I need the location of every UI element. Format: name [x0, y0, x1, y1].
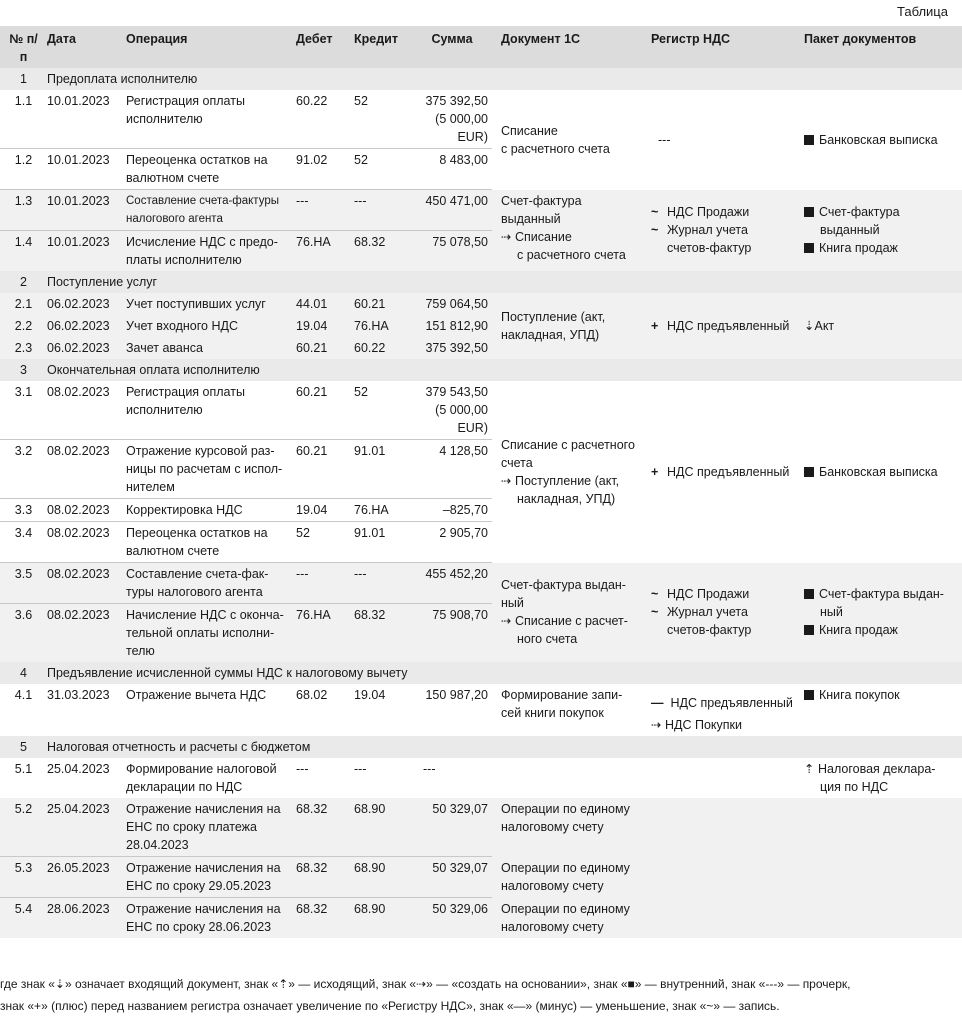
- pack-line: [804, 203, 959, 221]
- row-sum: 150 987,20: [425, 688, 488, 702]
- internal-square-icon: [804, 467, 814, 477]
- row-sum: 455 452,20: [413, 563, 492, 604]
- table-row: [0, 758, 962, 798]
- row-debit: 19.04: [293, 499, 351, 522]
- reg-text: НДС предъявленный: [667, 464, 790, 479]
- row-operation: [123, 563, 293, 604]
- reg-text: НДС предъявленный: [667, 319, 790, 333]
- table-row: [0, 857, 962, 898]
- row-sum: 50 329,06: [413, 898, 492, 939]
- pack-text: Счет-фактура: [819, 205, 900, 220]
- row-document: [492, 758, 648, 798]
- header-doc-package: Пакет документов: [801, 26, 962, 68]
- row-credit: 68.32: [351, 604, 413, 663]
- doc-line: налоговому счету: [501, 820, 604, 834]
- minus-icon: —: [651, 696, 664, 710]
- op-line: исполнителю: [126, 403, 203, 417]
- section-title: Окончательная оплата исполнителю: [44, 359, 962, 381]
- row-debit: 44.01: [293, 293, 351, 315]
- sum-line: EUR): [457, 130, 488, 144]
- row-credit: ---: [351, 563, 413, 604]
- create-based-icon: ⇢: [501, 229, 512, 244]
- row-sum: ---: [423, 762, 436, 776]
- op-line: Отражение начисления на: [126, 861, 281, 875]
- section-num: 1: [0, 68, 44, 90]
- op-line: Исчисление НДС с предо-: [126, 235, 278, 249]
- create-based-icon: ⇢: [501, 614, 512, 629]
- row-num: 2.1: [0, 293, 44, 315]
- table-row: [0, 563, 962, 604]
- header-vat-register: Регистр НДС: [648, 26, 801, 68]
- row-credit: 68.90: [351, 857, 413, 898]
- record-icon: ~: [651, 223, 659, 238]
- row-date: 08.02.2023: [44, 440, 123, 499]
- row-package: [801, 563, 962, 663]
- row-package: [801, 857, 962, 898]
- op-line: Отражение начисления на: [126, 802, 281, 816]
- doc-line: сей книги покупок: [501, 706, 604, 720]
- row-num: 3.6: [0, 604, 44, 663]
- section-num: 4: [0, 662, 44, 684]
- legend: [0, 973, 962, 1017]
- sum-line: 375 392,50: [425, 94, 488, 108]
- row-register: [648, 563, 801, 663]
- op-line: ЕНС по сроку платежа: [126, 820, 257, 834]
- op-line: Регистрация оплаты: [126, 385, 245, 399]
- row-debit: 60.21: [293, 337, 351, 359]
- op-line: телю: [126, 644, 155, 658]
- section-title: Предоплата исполнителю: [44, 68, 962, 90]
- create-based-icon: ⇢: [651, 718, 662, 732]
- create-based-icon: ⇢: [501, 473, 512, 488]
- pack-text: Банковская выписка: [819, 464, 938, 479]
- row-operation: Учет поступивших услуг: [123, 293, 293, 315]
- pack-text: Книга продаж: [819, 241, 898, 256]
- row-date: 10.01.2023: [44, 231, 123, 272]
- row-sum: 50 329,07: [413, 798, 492, 857]
- doc-line: накладная, УПД): [517, 491, 616, 506]
- row-credit: 68.32: [351, 231, 413, 272]
- pack-text: Акт: [814, 319, 835, 333]
- reg-line: [651, 203, 798, 221]
- row-credit: 52: [351, 149, 413, 190]
- op-line: 28.04.2023: [126, 838, 189, 852]
- row-date: 06.02.2023: [44, 293, 123, 315]
- op-line: Регистрация оплаты: [126, 94, 245, 108]
- row-num: 1.2: [0, 149, 44, 190]
- row-num: 3.5: [0, 563, 44, 604]
- header-document: Документ 1С: [492, 26, 648, 68]
- header-credit: Кредит: [351, 26, 413, 68]
- row-credit: 68.90: [351, 898, 413, 939]
- reg-line: [651, 603, 798, 621]
- row-debit: 76.НА: [293, 604, 351, 663]
- row-num: 1.4: [0, 231, 44, 272]
- row-credit: 76.НА: [351, 315, 413, 337]
- doc-line: ный: [501, 596, 524, 611]
- row-num: 1.1: [14, 94, 33, 108]
- doc-line: Формирование запи-: [501, 688, 623, 702]
- section-num: 2: [0, 271, 44, 293]
- pack-text: Налоговая деклара-: [817, 762, 936, 776]
- row-credit: 91.01: [351, 440, 413, 499]
- sum-line: (5 000,00: [435, 403, 488, 417]
- doc-line: счета: [501, 455, 533, 470]
- op-line: Составление счета-фактуры: [126, 195, 279, 207]
- table-caption: Таблица: [897, 4, 948, 19]
- op-line: Отражение начисления на: [126, 902, 281, 916]
- reg-line: [651, 585, 798, 603]
- internal-square-icon: [804, 625, 814, 635]
- row-date: 08.02.2023: [44, 499, 123, 522]
- op-line: Отражение курсовой раз-: [126, 444, 275, 458]
- row-operation: [123, 522, 293, 563]
- table-row: [0, 381, 962, 440]
- op-line: налогового агента: [126, 213, 223, 225]
- internal-square-icon: [804, 135, 814, 145]
- row-num: 2.3: [0, 337, 44, 359]
- row-credit: 91.01: [351, 522, 413, 563]
- section-row: [0, 68, 962, 90]
- doc-line: [501, 228, 645, 246]
- op-line: декларации по НДС: [126, 780, 243, 794]
- row-operation: Корректировка НДС: [123, 499, 293, 522]
- reg-text: НДС Продажи: [667, 205, 750, 220]
- row-sum: 450 471,00: [413, 190, 492, 231]
- row-credit: ---: [351, 190, 413, 231]
- row-operation: [123, 604, 293, 663]
- row-package: [801, 758, 962, 798]
- row-num: 3.1: [14, 385, 33, 399]
- op-line: платы исполнителю: [126, 253, 242, 267]
- doc-text: Списание: [514, 229, 572, 244]
- doc-line: Операции по единому: [501, 802, 630, 816]
- doc-line: Операции по единому: [501, 901, 630, 916]
- row-date: 06.02.2023: [44, 337, 123, 359]
- incoming-icon: ⇣: [804, 319, 815, 333]
- reg-line: счетов-фактур: [667, 241, 752, 256]
- row-operation: Отражение вычета НДС: [126, 688, 267, 702]
- row-register: [648, 758, 801, 798]
- op-line: ЕНС по сроку 28.06.2023: [126, 920, 272, 934]
- row-num: 3.3: [0, 499, 44, 522]
- legend-line: где знак «⇣» означает входящий документ, знак «⇡» — исходящий, знак «⇢» — «создать на основании», знак «■» — внутренний, знак «---» — прочерк,: [0, 977, 851, 991]
- pack-line: [804, 239, 959, 257]
- row-debit: 60.21: [293, 440, 351, 499]
- reg-text: Журнал учета: [667, 223, 748, 238]
- row-date: 08.02.2023: [44, 522, 123, 563]
- row-debit: ---: [293, 563, 351, 604]
- op-line: нителем: [126, 480, 175, 494]
- reg-line: счетов-фактур: [667, 623, 752, 638]
- doc-line: ного счета: [517, 632, 578, 647]
- section-row: [0, 359, 962, 381]
- doc-line: с расчетного счета: [517, 247, 626, 262]
- pack-line: ция по НДС: [820, 780, 889, 794]
- pack-line: [804, 585, 959, 603]
- table-row: [0, 190, 962, 231]
- row-register: ---: [658, 132, 671, 147]
- pack-text: Книга покупок: [819, 688, 900, 702]
- pack-text: Счет-фактура выдан-: [819, 587, 944, 602]
- reg-line: [651, 716, 798, 734]
- op-line: Переоценка остатков на: [126, 153, 268, 167]
- row-num: 3.2: [0, 440, 44, 499]
- row-package: [801, 898, 962, 939]
- header-date: Дата: [44, 26, 123, 68]
- row-package: [801, 90, 962, 190]
- row-date: 10.01.2023: [44, 149, 123, 190]
- row-register: [648, 898, 801, 939]
- doc-line: с расчетного счета: [501, 141, 610, 156]
- row-credit: 52: [354, 385, 368, 399]
- row-register: [648, 798, 801, 857]
- header-operation: Операция: [123, 26, 293, 68]
- row-operation: Учет входного НДС: [123, 315, 293, 337]
- row-document: [492, 798, 648, 857]
- row-operation: [123, 798, 293, 857]
- op-line: ЕНС по сроку 29.05.2023: [126, 879, 272, 893]
- row-document: [492, 190, 648, 272]
- row-date: 28.06.2023: [44, 898, 123, 939]
- accounting-table: [0, 26, 962, 938]
- row-credit: 52: [354, 94, 368, 108]
- row-credit: ---: [354, 762, 367, 776]
- section-row: [0, 271, 962, 293]
- row-debit: 68.02: [296, 688, 328, 702]
- row-date: 31.03.2023: [47, 688, 110, 702]
- record-icon: ~: [651, 587, 659, 602]
- row-register: [648, 190, 801, 272]
- op-line: Начисление НДС с оконча-: [126, 608, 284, 622]
- doc-line: Списание с расчетного: [501, 437, 635, 452]
- row-debit: 68.32: [293, 857, 351, 898]
- section-title: Налоговая отчетность и расчеты с бюджетом: [44, 736, 962, 758]
- op-line: Формирование налоговой: [126, 762, 277, 776]
- row-operation: [123, 231, 293, 272]
- row-sum: 759 064,50: [413, 293, 492, 315]
- pack-line: выданный: [820, 223, 880, 238]
- row-date: 25.04.2023: [47, 762, 110, 776]
- op-line: Составление счета-фак-: [126, 567, 269, 581]
- row-num: 5.3: [0, 857, 44, 898]
- row-sum: 50 329,07: [413, 857, 492, 898]
- doc-line: Списание: [501, 123, 558, 138]
- sum-line: (5 000,00: [435, 112, 488, 126]
- header-debit: Дебет: [293, 26, 351, 68]
- row-sum: 75 078,50: [413, 231, 492, 272]
- section-num: 3: [0, 359, 44, 381]
- pack-text: Банковская выписка: [819, 132, 938, 147]
- row-sum: 4 128,50: [413, 440, 492, 499]
- row-document: [492, 857, 648, 898]
- op-line: валютном счете: [126, 171, 220, 185]
- row-debit: ---: [296, 762, 309, 776]
- row-debit: 68.32: [293, 798, 351, 857]
- row-register: [648, 381, 801, 563]
- row-date: 08.02.2023: [44, 604, 123, 663]
- row-package: [801, 381, 962, 563]
- table-row: [0, 898, 962, 939]
- row-package: [801, 684, 962, 736]
- section-row: [0, 736, 962, 758]
- row-credit: 76.НА: [351, 499, 413, 522]
- section-title: Предъявление исчисленной суммы НДС к налоговому вычету: [44, 662, 962, 684]
- row-credit: 60.22: [351, 337, 413, 359]
- doc-line: Счет-фактура выдан-: [501, 578, 626, 593]
- row-operation: Зачет аванса: [123, 337, 293, 359]
- doc-line: [501, 612, 645, 630]
- row-date: 26.05.2023: [44, 857, 123, 898]
- reg-line: [651, 221, 798, 239]
- row-date: 06.02.2023: [44, 315, 123, 337]
- row-document: [492, 563, 648, 663]
- doc-line: Счет-фактура: [501, 193, 582, 208]
- row-debit: 60.22: [296, 94, 328, 108]
- row-sum: –825,70: [413, 499, 492, 522]
- record-icon: ~: [651, 205, 659, 220]
- row-num: 1.3: [0, 190, 44, 231]
- row-num: 5.1: [14, 762, 33, 776]
- row-document: [492, 293, 648, 359]
- row-register: [648, 293, 801, 359]
- op-line: ницы по расчетам с испол-: [126, 462, 283, 476]
- row-debit: 60.21: [296, 385, 328, 399]
- internal-square-icon: [804, 589, 814, 599]
- row-credit: 60.21: [351, 293, 413, 315]
- doc-line: Операции по единому: [501, 860, 630, 875]
- row-operation: [123, 857, 293, 898]
- row-date: 08.02.2023: [44, 563, 123, 604]
- row-operation: [123, 758, 293, 798]
- table-row: [0, 293, 962, 315]
- reg-text: НДС Покупки: [664, 718, 742, 732]
- table-header: [0, 26, 962, 68]
- reg-text: НДС Продажи: [667, 587, 750, 602]
- row-debit: 52: [293, 522, 351, 563]
- op-line: исполнителю: [126, 112, 203, 126]
- row-date: 08.02.2023: [47, 385, 110, 399]
- op-line: валютном счете: [126, 544, 220, 558]
- row-credit: 19.04: [354, 688, 386, 702]
- doc-text: Списание с расчет-: [514, 614, 628, 629]
- row-register: [648, 684, 801, 736]
- row-sum: [413, 90, 492, 149]
- row-document: [492, 381, 648, 563]
- row-date: 10.01.2023: [47, 94, 110, 108]
- pack-text: Книга продаж: [819, 623, 898, 638]
- pack-line: ный: [820, 605, 843, 620]
- outgoing-icon: ⇡: [804, 762, 815, 776]
- row-credit: 68.90: [351, 798, 413, 857]
- op-line: тельной оплаты исполни-: [126, 626, 275, 640]
- row-num: 5.2: [0, 798, 44, 857]
- row-operation: [123, 381, 293, 440]
- op-line: туры налогового агента: [126, 585, 263, 599]
- table-row: [0, 798, 962, 857]
- table-row: [0, 90, 962, 149]
- row-operation: [123, 90, 293, 149]
- internal-square-icon: [804, 243, 814, 253]
- internal-square-icon: [804, 690, 814, 700]
- row-date: 10.01.2023: [44, 190, 123, 231]
- row-date: 25.04.2023: [44, 798, 123, 857]
- row-operation: [123, 190, 293, 231]
- record-icon: ~: [651, 605, 659, 620]
- row-package: [801, 190, 962, 272]
- row-debit: 68.32: [293, 898, 351, 939]
- row-register: [648, 857, 801, 898]
- doc-line: накладная, УПД): [501, 328, 600, 342]
- row-operation: [123, 898, 293, 939]
- doc-text: Поступление (акт,: [514, 473, 620, 488]
- op-line: Переоценка остатков на: [126, 526, 268, 540]
- row-num: 3.4: [0, 522, 44, 563]
- sum-line: 379 543,50: [425, 385, 488, 399]
- row-operation: [123, 440, 293, 499]
- reg-text: Журнал учета: [667, 605, 748, 620]
- row-debit: 91.02: [293, 149, 351, 190]
- section-row: [0, 662, 962, 684]
- row-debit: 76.НА: [293, 231, 351, 272]
- row-sum: 8 483,00: [413, 149, 492, 190]
- doc-line: выданный: [501, 211, 561, 226]
- pack-line: [804, 760, 959, 778]
- row-sum: [413, 381, 492, 440]
- row-document: [492, 684, 648, 736]
- row-num: 4.1: [14, 688, 33, 702]
- row-document: [492, 898, 648, 939]
- row-sum: 75 908,70: [413, 604, 492, 663]
- doc-line: налоговому счету: [501, 878, 604, 893]
- row-debit: 19.04: [293, 315, 351, 337]
- legend-line: знак «+» (плюс) перед названием регистра означает увеличение по «Регистру НДС», знак «—» (минус) — уменьшение, знак «~» — запись.: [0, 999, 780, 1013]
- row-package: [801, 293, 962, 359]
- header-num: № п/п: [0, 26, 44, 68]
- internal-square-icon: [804, 207, 814, 217]
- row-num: 5.4: [0, 898, 44, 939]
- doc-line: Поступление (акт,: [501, 310, 606, 324]
- section-title: Поступление услуг: [44, 271, 962, 293]
- pack-line: [804, 621, 959, 639]
- row-document: [492, 90, 648, 190]
- doc-line: налоговому счету: [501, 919, 604, 934]
- reg-line: [651, 694, 798, 712]
- plus-icon: +: [651, 319, 659, 333]
- row-sum: 2 905,70: [413, 522, 492, 563]
- row-package: [801, 798, 962, 857]
- doc-line: [501, 472, 645, 490]
- reg-text: НДС предъявленный: [670, 696, 793, 710]
- sum-line: EUR): [457, 421, 488, 435]
- row-num: 2.2: [0, 315, 44, 337]
- header-sum: Сумма: [413, 26, 492, 68]
- table-row: [0, 684, 962, 736]
- row-debit: ---: [293, 190, 351, 231]
- row-sum: 151 812,90: [413, 315, 492, 337]
- plus-icon: +: [651, 464, 659, 479]
- row-sum: 375 392,50: [413, 337, 492, 359]
- row-operation: [123, 149, 293, 190]
- section-num: 5: [0, 736, 44, 758]
